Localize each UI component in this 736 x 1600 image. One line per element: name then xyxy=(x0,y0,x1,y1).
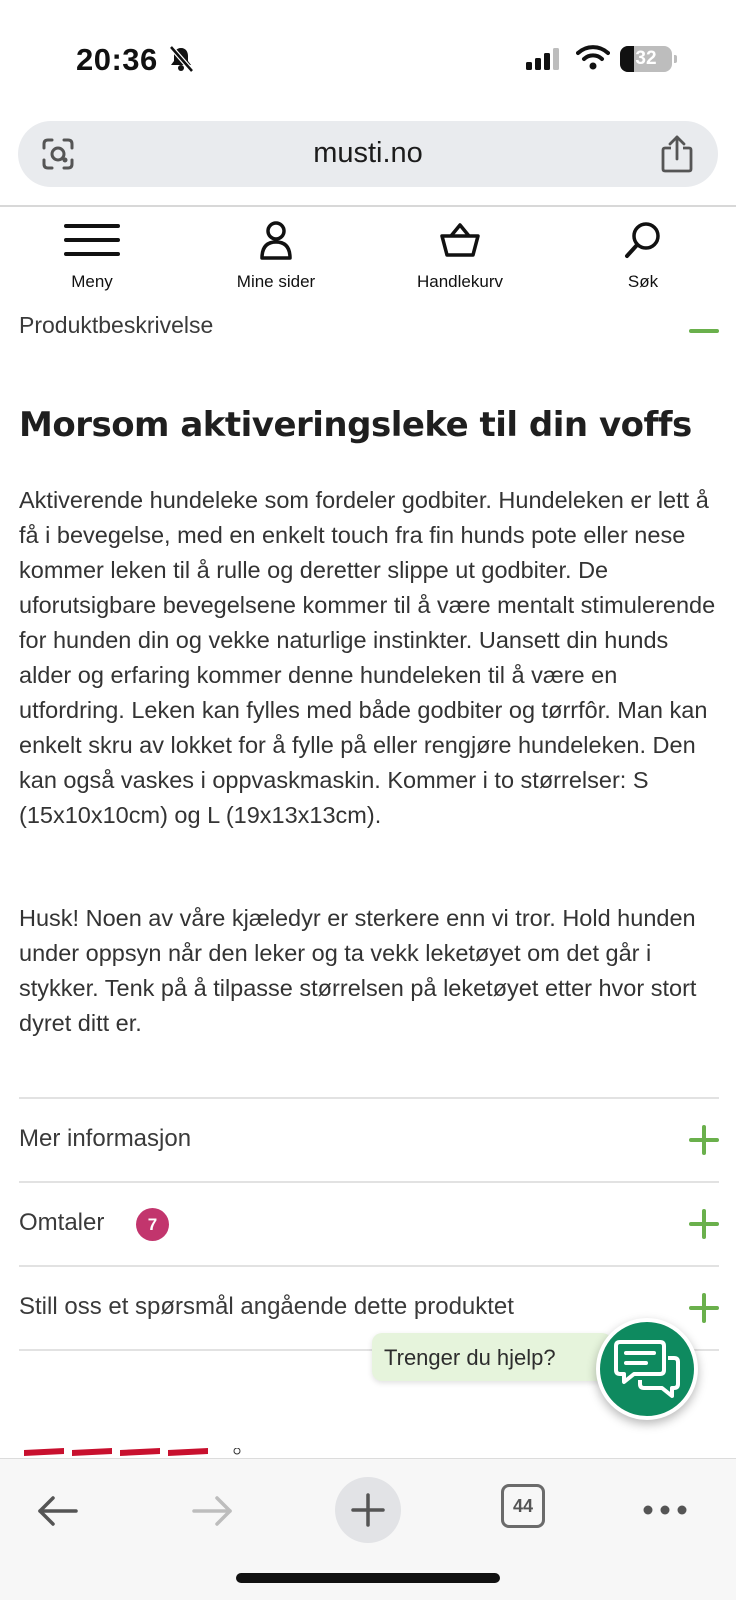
battery-level: 32 xyxy=(635,48,657,69)
home-indicator xyxy=(236,1573,500,1583)
nav-cart-label: Handlekurv xyxy=(417,272,503,291)
status-time: 20:36 xyxy=(76,42,158,77)
back-arrow-icon xyxy=(36,1495,80,1527)
expand-plus-icon[interactable] xyxy=(689,1209,719,1239)
accordion-title: Produktbeskrivelse xyxy=(19,312,214,338)
nav-search-label: Søk xyxy=(627,272,659,291)
accordion-product-description[interactable] xyxy=(19,312,719,352)
bell-muted-icon xyxy=(168,45,194,78)
collapse-minus-icon[interactable] xyxy=(689,329,719,333)
cellular-signal-icon xyxy=(526,48,562,75)
safety-paragraph: Husk! Noen av våre kjæledyr er sterkere enn vi tror. Hold hunden under oppsyn når den leker og ta vekk leketøyet om det går i stykker. Tenk på å tilpasse størrelsen på leketøyet etter hvor stort dyret ditt er. xyxy=(19,905,697,1036)
help-bubble-text: Trenger du hjelp? xyxy=(384,1345,556,1370)
more-dots-icon xyxy=(642,1504,688,1516)
nav-search[interactable] xyxy=(563,210,723,292)
basket-icon xyxy=(439,222,481,258)
accordion-title: Still oss et spørsmål angående dette produktet xyxy=(19,1293,514,1320)
help-bubble[interactable] xyxy=(372,1333,612,1381)
more-menu-button[interactable] xyxy=(642,1503,688,1521)
url-text: musti.no xyxy=(313,137,423,169)
site-nav xyxy=(0,210,736,300)
expand-plus-icon[interactable] xyxy=(689,1293,719,1323)
expand-plus-icon[interactable] xyxy=(689,1125,719,1155)
nav-cart[interactable] xyxy=(380,210,540,292)
accordion-more-info[interactable] xyxy=(19,1097,719,1181)
chat-button[interactable] xyxy=(596,1318,698,1420)
battery-icon xyxy=(620,46,672,72)
chat-icon xyxy=(612,1336,684,1406)
product-heading: Morsom aktiveringsleke til din voffs xyxy=(19,405,692,445)
address-bar[interactable] xyxy=(18,121,718,187)
accordion-title: Mer informasjon xyxy=(19,1125,192,1152)
status-bar xyxy=(0,0,736,110)
tabs-button[interactable]: 44 xyxy=(501,1484,545,1528)
back-button[interactable] xyxy=(36,1495,80,1532)
share-icon[interactable] xyxy=(660,134,694,179)
accordion-title: Omtaler xyxy=(19,1209,105,1236)
accordion-reviews[interactable] xyxy=(19,1181,719,1265)
forward-button[interactable] xyxy=(190,1495,234,1532)
review-count-badge: 7 xyxy=(136,1208,169,1241)
nav-menu[interactable] xyxy=(12,210,172,292)
browser-divider xyxy=(0,205,736,207)
nav-my-pages[interactable] xyxy=(196,210,356,292)
forward-arrow-icon xyxy=(190,1495,234,1527)
description-paragraph: Aktiverende hundeleke som fordeler godbiter. Hundeleken er lett å få i bevegelse, med en enkelt touch fra fin hunds pote eller nese kommer leken til å rulle og deretter slippe ut godbiter. De uforutsigbare bevegelsene kommer til å være mentalt stimulerende for hunden din og vekke naturlige instinkter. Uansett din hunds alder og erfaring kommer denne hundeleken til å være en utfordring. Leken kan fylles med både godbiter og tørrfôr. Man kan enkelt skru av lokket for å fylle på eller rengjøre hundeleken. Den kan også vaskes i oppvaskmaskin. Kommer i to størrelser: S (15x10x10cm) og L (19x13x13cm). xyxy=(19,487,716,828)
person-icon xyxy=(259,220,293,260)
brand-logo xyxy=(24,1448,244,1458)
nav-my-pages-label: Mine sider xyxy=(236,272,316,291)
plus-icon xyxy=(350,1492,386,1528)
new-tab-button[interactable] xyxy=(335,1477,401,1543)
wifi-icon xyxy=(576,44,610,75)
nav-menu-label: Meny xyxy=(71,272,113,291)
search-icon xyxy=(623,220,663,260)
hamburger-icon xyxy=(62,220,122,260)
